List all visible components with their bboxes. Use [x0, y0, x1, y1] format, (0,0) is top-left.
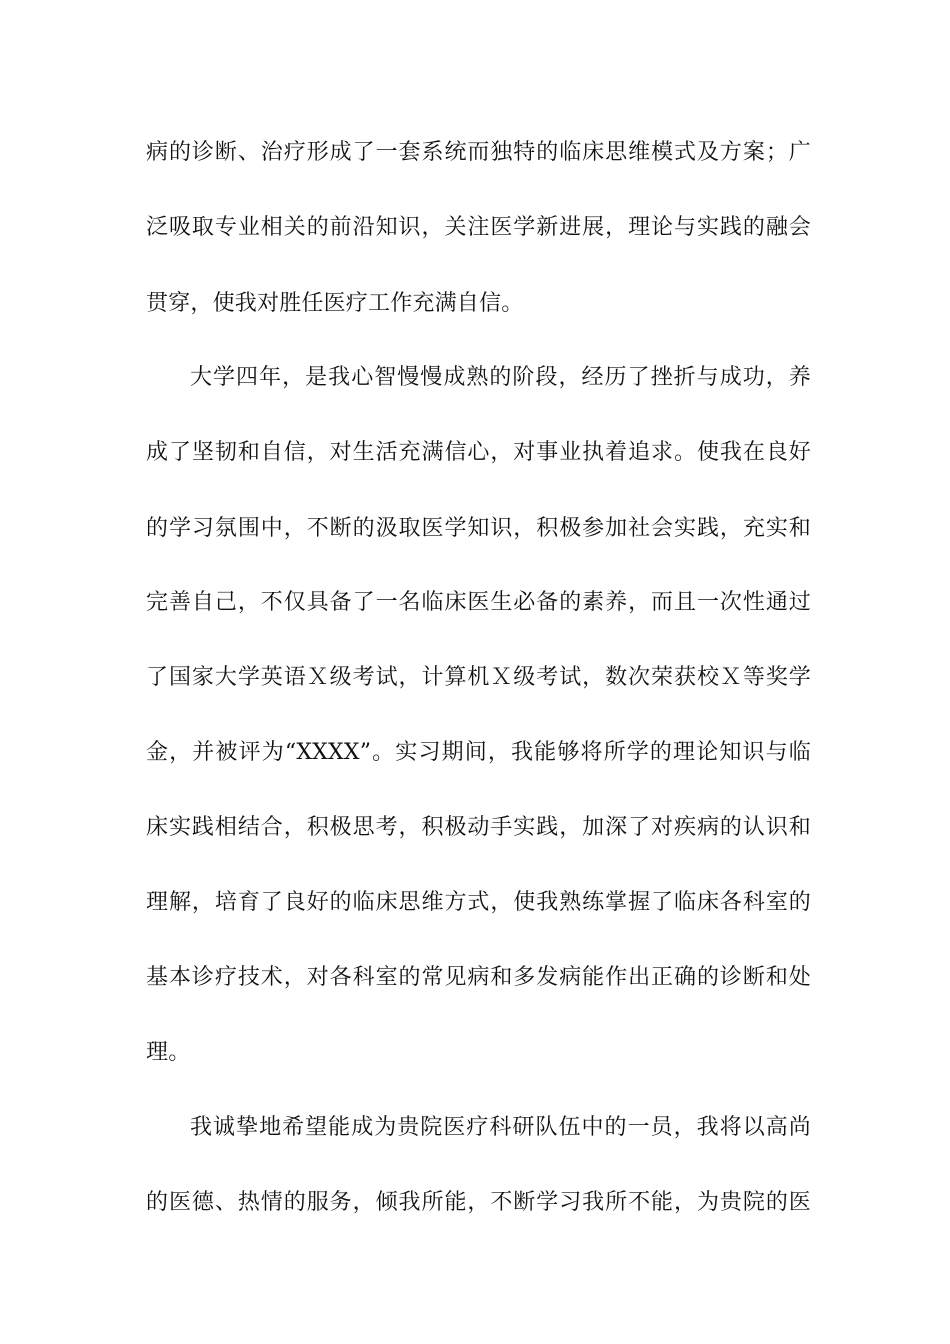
- paragraph-2-line-6: 金，并被评为“XXXX”。实习期间，我能够将所学的理论知识与临: [146, 740, 811, 765]
- paragraph-2-line-7: 床实践相结合，积极思考，积极动手实践，加深了对疾病的认识和: [146, 815, 811, 840]
- paragraph-1-line-2: 泛吸取专业相关的前沿知识，关注医学新进展，理论与实践的融会: [146, 215, 811, 240]
- paragraph-2-line-8: 理解，培育了良好的临床思维方式，使我熟练掌握了临床各科室的: [146, 890, 811, 915]
- paragraph-1-line-1: 病的诊断、治疗形成了一套系统而独特的临床思维模式及方案；广: [146, 140, 811, 165]
- paragraph-3-line-2: 的医德、热情的服务，倾我所能，不断学习我所不能，为贵院的医: [146, 1190, 811, 1215]
- paragraph-2-line-1: 大学四年，是我心智慢慢成熟的阶段，经历了挫折与成功，养: [190, 365, 811, 390]
- paragraph-3-line-1: 我诚挚地希望能成为贵院医疗科研队伍中的一员，我将以高尚: [190, 1115, 811, 1140]
- paragraph-2-line-3: 的学习氛围中，不断的汲取医学知识，积极参加社会实践，充实和: [146, 516, 811, 541]
- paragraph-2-line-2: 成了坚韧和自信，对生活充满信心，对事业执着追求。使我在良好: [146, 440, 811, 465]
- paragraph-2-line-9: 基本诊疗技术，对各科室的常见病和多发病能作出正确的诊断和处: [146, 965, 811, 990]
- paragraph-2-line-5: 了国家大学英语Ｘ级考试，计算机Ｘ级考试，数次荣获校Ｘ等奖学: [146, 665, 811, 690]
- paragraph-1-line-3: 贯穿，使我对胜任医疗工作充满自信。: [146, 291, 524, 316]
- paragraph-2-line-10: 理。: [146, 1040, 191, 1065]
- paragraph-2-line-4: 完善自己，不仅具备了一名临床医生必备的素养，而且一次性通过: [146, 590, 811, 615]
